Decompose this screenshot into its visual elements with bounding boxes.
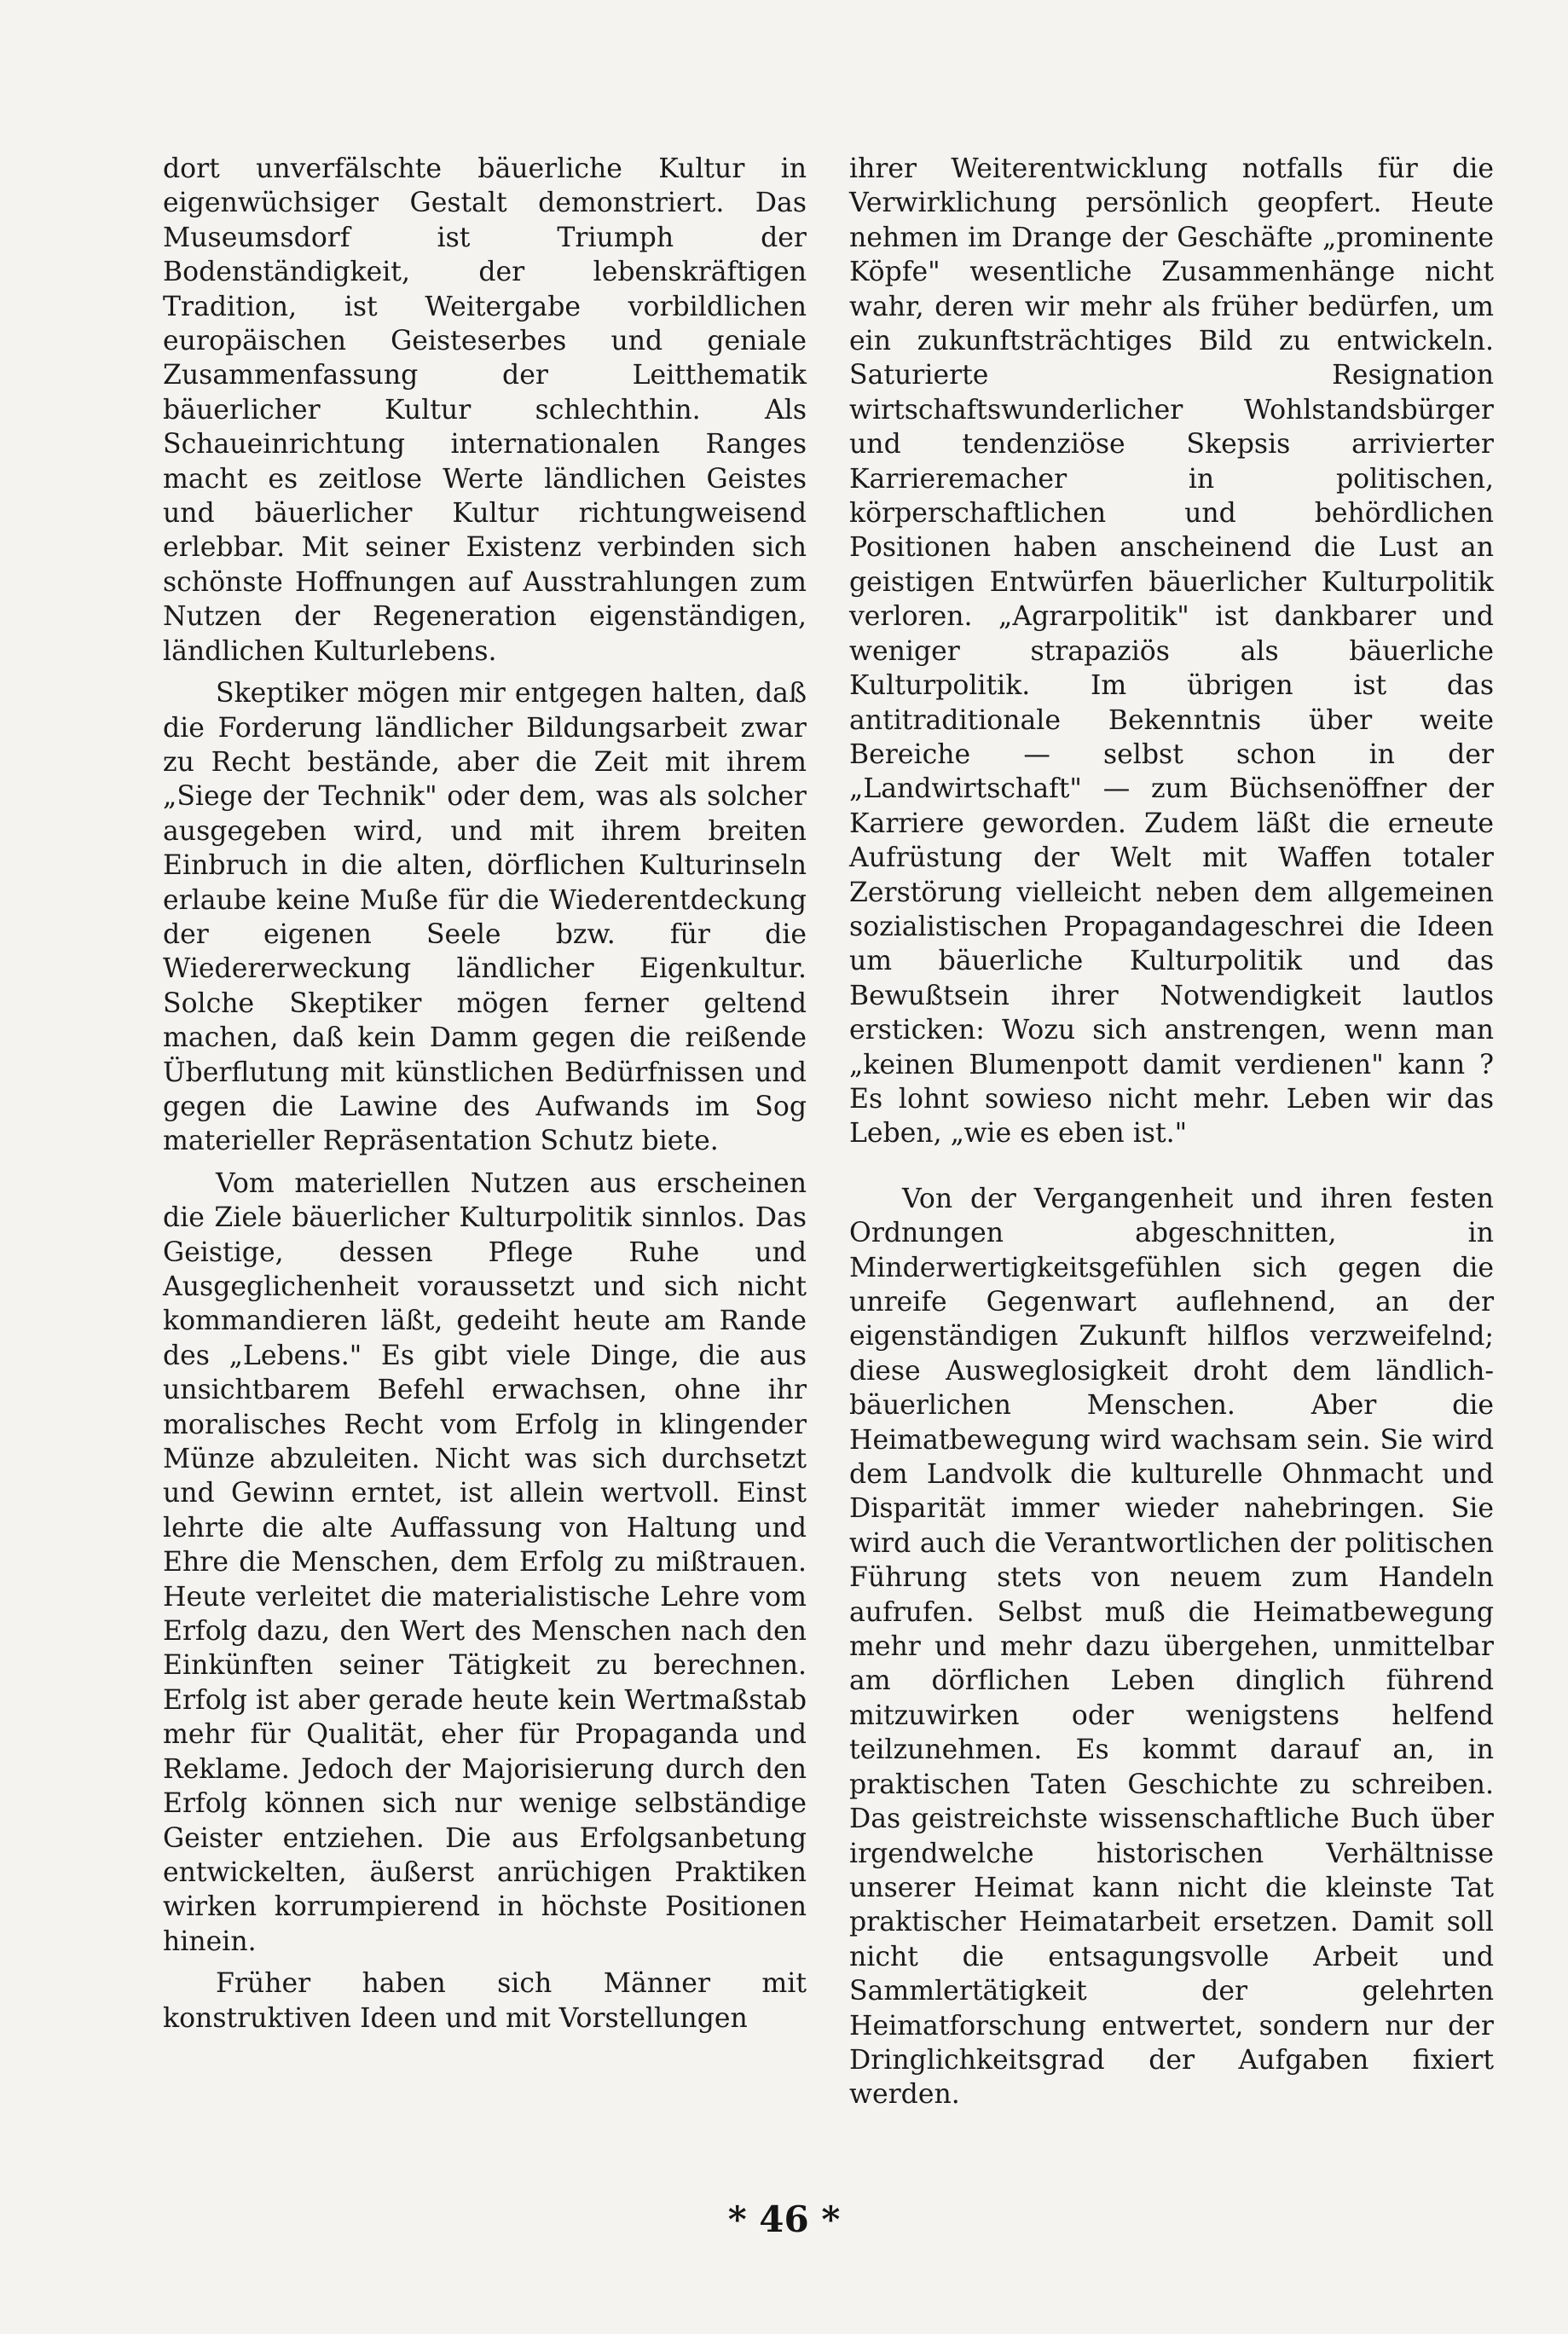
left-text-column [163,152,807,2036]
paragraph: Von der Vergangenheit und ihren festen Ordnungen abgeschnitten, in Minderwertigkeitsgefühlen sich gegen die unreife Gegenwart auflehnend, an der eigenständigen Zukunft hilflos verzweifelnd; diese Ausweglosigkeit droht dem ländlich-bäuerlichen Menschen. Aber die Heimatbewegung wird wachsam sein. Sie wird dem Landvolk die kulturelle Ohnmacht und Disparität immer wieder nahebringen. Sie wird auch die Verantwortlichen der politischen Führung stets von neuem zum Handeln aufrufen. Selbst muß die Heimatbewegung mehr und mehr dazu übergehen, unmittelbar am dörflichen Leben dinglich führend mitzuwirken oder wenigstens helfend teilzunehmen. Es kommt darauf an, in praktischen Taten Geschichte zu schreiben. Das geistreichste wissenschaftliche Buch über irgendwelche historischen Verhältnisse unserer Heimat kann nicht die kleinste Tat praktischer Heimatarbeit ersetzen. Damit soll nicht die entsagungsvolle Arbeit und Sammlertätigkeit der gelehrten Heimatforschung entwertet, sondern nur der Dringlichkeitsgrad der Aufgaben fixiert werden. [849,1183,1494,2111]
paragraph: dort unverfälschte bäuerliche Kultur in eigenwüchsiger Gestalt demonstriert. Das Museumsdorf ist Triumph der Bodenständigkeit, der lebenskräftigen Tradition, ist Weitergabe vorbildlichen europäischen Geisteserbes und geniale Zusammenfassung der Leitthematik bäuerlicher Kultur schlechthin. Als Schaueinrichtung internationalen Ranges macht es zeitlose Werte ländlichen Geistes und bäuerlicher Kultur richtungweisend erlebbar. Mit seiner Existenz verbinden sich schönste Hoffnungen auf Ausstrahlungen zum Nutzen der Regeneration eigenständigen, ländlichen Kulturlebens. [163,153,807,667]
right-text-column [849,152,1494,2112]
paragraph: ihrer Weiterentwicklung notfalls für die Verwirklichung persönlich geopfert. Heute nehmen im Drange der Geschäfte „prominente Köpfe" wesentliche Zusammenhänge nicht wahr, deren wir mehr als früher bedürfen, um ein zukunftsträchtiges Bild zu entwickeln. Saturierte Resignation wirtschaftswunderlicher Wohlstandsbürger und tendenziöse Skepsis arrivierter Karrieremacher in politischen, körperschaftlichen und behördlichen Positionen haben anscheinend die Lust an geistigen Entwürfen bäuerlicher Kulturpolitik verloren. „Agrarpolitik" ist dankbarer und weniger strapaziös als bäuerliche Kulturpolitik. Im übrigen ist das antitraditionale Bekenntnis über weite Bereiche — selbst schon in der „Landwirtschaft" — zum Büchsenöffner der Karriere geworden. Zudem läßt die erneute Aufrüstung der Welt mit Waffen totaler Zerstörung vielleicht neben dem allgemeinen sozialistischen Propagandageschrei die Ideen um bäuerliche Kulturpolitik und das Bewußtsein ihrer Notwendigkeit lautlos ersticken: Wozu sich anstrengen, wenn man „keinen Blumenpott damit verdienen" kann ? Es lohnt sowieso nicht mehr. Leben wir das Leben, „wie es eben ist." [849,153,1494,1150]
paragraph: Skeptiker mögen mir entgegen halten, daß die Forderung ländlicher Bildungsarbeit zwar zu Recht bestände, aber die Zeit mit ihrem „Siege der Technik" oder dem, was als solcher ausgegeben wird, und mit ihrem breiten Einbruch in die alten, dörflichen Kulturinseln erlaube keine Muße für die Wiederentdeckung der eigenen Seele bzw. für die Wiedererweckung ländlicher Eigenkultur. Solche Skeptiker mögen ferner geltend machen, daß kein Damm gegen die reißende Überflutung mit künstlichen Bedürfnissen und gegen die Lawine des Aufwands im Sog materieller Repräsentation Schutz biete. [163,678,807,1157]
paragraph: Vom materiellen Nutzen aus erscheinen die Ziele bäuerlicher Kulturpolitik sinnlos. Das Geistige, dessen Pflege Ruhe und Ausgeglichenheit voraussetzt und sich nicht kommandieren läßt, gedeiht heute am Rande des „Lebens." Es gibt viele Dinge, die aus unsichtbarem Befehl erwachsen, ohne ihr moralisches Recht vom Erfolg in klingender Münze abzuleiten. Nicht was sich durchsetzt und Gewinn erntet, ist allein wertvoll. Einst lehrte die alte Auffassung von Haltung und Ehre die Menschen, dem Erfolg zu mißtrauen. Heute verleitet die materialistische Lehre vom Erfolg dazu, den Wert des Menschen nach den Einkünften seiner Tätigkeit zu berechnen. Erfolg ist aber gerade heute kein Wertmaßstab mehr für Qualität, eher für Propaganda und Reklame. Jedoch der Majorisierung durch den Erfolg können sich nur wenige selbständige Geister entziehen. Die aus Erfolgsanbetung entwickelten, äußerst anrüchigen Praktiken wirken korrumpierend in höchste Positionen hinein. [163,1167,807,1957]
paragraph: Früher haben sich Männer mit konstruktiven Ideen und mit Vorstellungen [163,1968,807,2034]
page-number: * 46 * [727,2198,841,2240]
